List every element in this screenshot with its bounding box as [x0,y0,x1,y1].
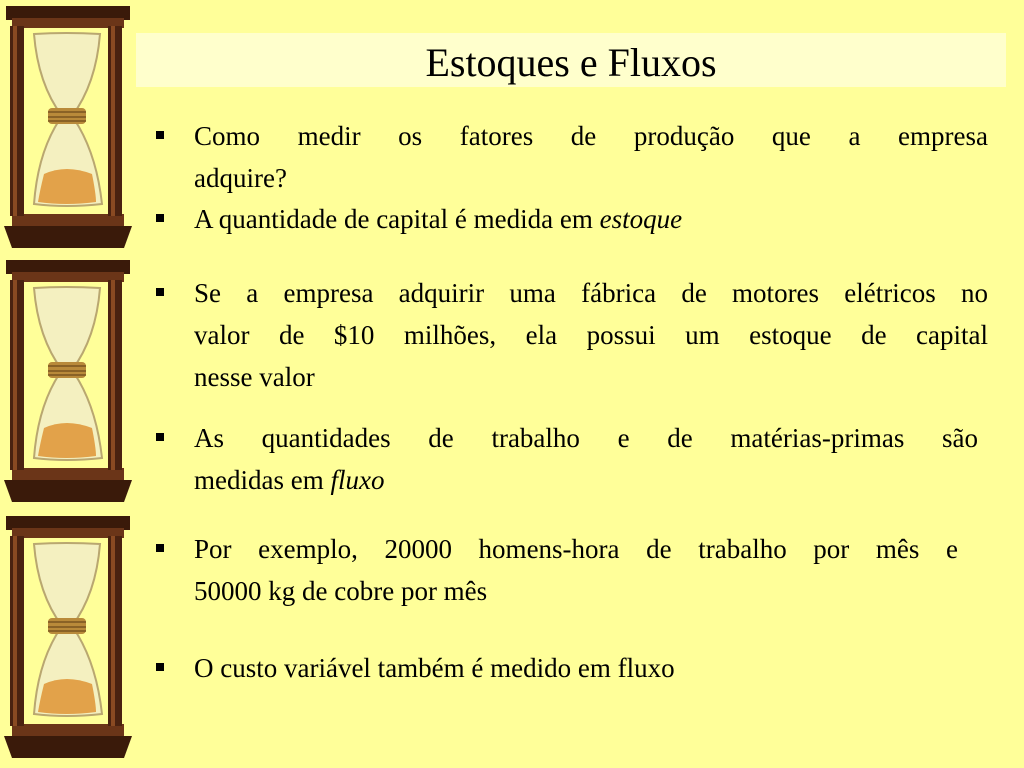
bullet-marker [156,131,164,139]
bullet-line: adquire? [194,163,287,193]
bullet-marker [156,433,164,441]
bullet-emphasis: fluxo [330,465,385,495]
bullet-item [154,198,988,240]
bullet-line: nesse valor [194,362,315,392]
bullet-line: As quantidades de trabalho e de matérias-primas são [194,423,978,453]
bullet-item [154,115,988,199]
hourglass-icon [4,258,132,508]
bullet-line: Como medir os fatores de produção que a empresa [194,121,988,151]
bullet-text: A quantidade de capital é medida em [194,204,600,234]
bullet-item [154,647,988,689]
bullet-line: Se a empresa adquirir uma fábrica de motores elétricos no [194,278,988,308]
bullet-text: medidas em [194,465,331,495]
bullet-line: valor de $10 milhões, ela possui um estoque de capital [194,320,988,350]
bullet-item [154,417,988,501]
hourglass-icon [4,4,132,254]
bullet-line: 50000 kg de cobre por mês [194,576,488,606]
bullet-marker [156,214,164,222]
bullet-marker [156,663,164,671]
bullet-line: Por exemplo, 20000 homens-hora de trabalho por mês e [194,534,958,564]
bullet-item [154,528,988,612]
bullet-text: O custo variável também é medido em fluxo [194,653,675,683]
bullet-marker [156,288,164,296]
title-bar [136,33,1006,87]
hourglass-icon [4,514,132,764]
bullet-emphasis: estoque [599,204,683,234]
slide-title: Estoques e Fluxos [425,40,717,85]
hourglass-column [0,0,136,768]
bullet-item [154,272,988,398]
bullet-marker [156,544,164,552]
